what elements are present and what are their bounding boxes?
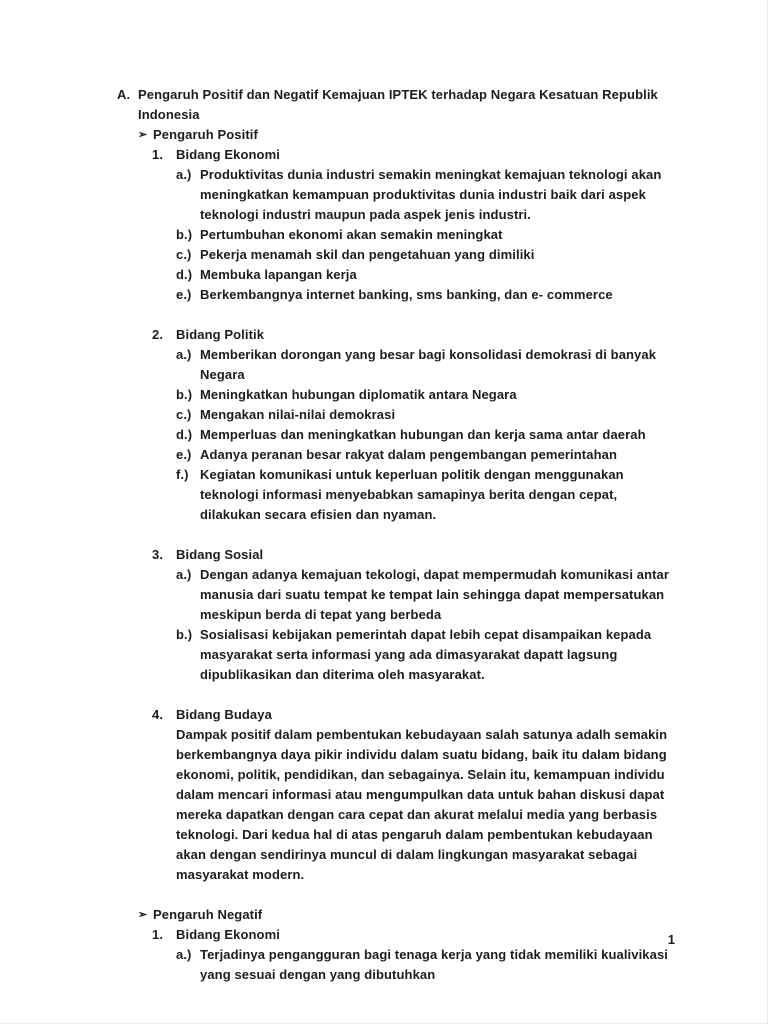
list-item	[176, 285, 677, 305]
list-item	[176, 565, 677, 625]
list-item-text: Berkembangnya internet banking, sms banking, dan e- commerce	[200, 287, 613, 302]
section	[152, 705, 677, 885]
list-item	[176, 625, 677, 685]
group-title-text: Pengaruh Positif	[153, 127, 258, 142]
list-item-label: c.)	[176, 407, 192, 422]
section-number: 2.	[152, 327, 164, 342]
document-content	[117, 125, 677, 985]
list-item-text: Produktivitas dunia industri semakin meningkat kemajuan teknologi akan meningkatkan kemampuan produktivitas dunia industri baik dari aspek teknologi industri maupun pada aspek jenis industri.	[200, 167, 662, 222]
heading-label: A.	[117, 87, 131, 102]
list-item-text: Terjadinya pengangguran bagi tenaga kerja yang tidak memiliki kualivikasi yang sesuai dengan yang dibutuhkan	[200, 947, 668, 982]
list-item	[176, 465, 677, 525]
list-item	[176, 445, 677, 465]
section-number: 1.	[152, 147, 164, 162]
list-item-text: Memberikan dorongan yang besar bagi konsolidasi demokrasi di banyak Negara	[200, 347, 657, 382]
list-item-text: Pertumbuhan ekonomi akan semakin meningkat	[200, 227, 503, 242]
section	[152, 545, 677, 685]
list-item-text: Pekerja menamah skil dan pengetahuan yang dimiliki	[200, 247, 535, 262]
section	[152, 325, 677, 525]
document-body	[117, 85, 677, 985]
section-title-text: Bidang Budaya	[176, 707, 272, 722]
section-title-text: Bidang Politik	[176, 327, 265, 342]
list-item	[176, 165, 677, 225]
list-item-text: Sosialisasi kebijakan pemerintah dapat lebih cepat disampaikan kepada masyarakat serta informasi yang ada dimasyarakat dapatt lagsung dipublikasikan dan diterima oleh masyarakat.	[200, 627, 652, 682]
section-heading-row	[152, 925, 677, 945]
list-item-label: c.)	[176, 247, 192, 262]
document-heading	[117, 85, 677, 125]
list-item-label: a.)	[176, 347, 192, 362]
group-title-text: Pengaruh Negatif	[153, 907, 263, 922]
section-number: 3.	[152, 547, 164, 562]
list-item	[176, 245, 677, 265]
list-item-label: e.)	[176, 287, 192, 302]
list-item	[176, 345, 677, 385]
list-item-label: d.)	[176, 267, 193, 282]
list-item	[176, 265, 677, 285]
section	[152, 925, 677, 985]
group-heading-row	[138, 905, 677, 925]
list-item-label: b.)	[176, 387, 193, 402]
section-heading-row	[152, 325, 677, 345]
section-paragraph: Dampak positif dalam pembentukan kebudayaan salah satunya adalh semakin berkembangnya daya pikir individu dalam suatu bidang, baik itu dalam bidang ekonomi, politik, pendidikan, dan sebagainya. Selain itu, kemampuan individu dalam mencari informasi atau mengumpulkan data untuk bahan diskusi dapat mereka dapatkan dengan cara cepat dan akurat melalui media yang berbasis teknologi. Dari kedua hal di atas pengaruh dalam pembentukan kebudayaan akan dengan sendirinya muncul di dalam lingkungan masyarakat sebagai masyarakat modern.	[176, 727, 668, 882]
page-number: 1	[667, 932, 675, 947]
list-item	[176, 405, 677, 425]
list-item-text: Dengan adanya kemajuan tekologi, dapat mempermudah komunikasi antar manusia dari suatu tempat ke tempat lain sehingga dapat mempersatukan meskipun berda di tepat yang berbeda	[200, 567, 670, 622]
list-item-text: Memperluas dan meningkatkan hubungan dan kerja sama antar daerah	[200, 427, 646, 442]
list-item	[176, 945, 677, 985]
list-item-text: Meningkatkan hubungan diplomatik antara Negara	[200, 387, 517, 402]
list-item-label: b.)	[176, 227, 193, 242]
list-item-text: Adanya peranan besar rakyat dalam pengembangan pemerintahan	[200, 447, 617, 462]
section-title-text: Bidang Ekonomi	[176, 147, 280, 162]
arrow-bullet-icon: ➢	[138, 909, 148, 921]
section-title-text: Bidang Sosial	[176, 547, 264, 562]
list-item	[176, 385, 677, 405]
content-group	[117, 905, 677, 985]
content-group	[117, 125, 677, 885]
list-item-label: f.)	[176, 467, 189, 482]
list-item	[176, 425, 677, 445]
list-item-text: Mengakan nilai-nilai demokrasi	[200, 407, 396, 422]
group-heading-row	[138, 125, 677, 145]
list-item-label: b.)	[176, 627, 193, 642]
section-heading-row	[152, 545, 677, 565]
section	[152, 145, 677, 305]
arrow-bullet-icon: ➢	[138, 129, 148, 141]
section-number: 1.	[152, 927, 164, 942]
list-item-label: e.)	[176, 447, 192, 462]
section-heading-row	[152, 145, 677, 165]
list-item-label: a.)	[176, 567, 192, 582]
list-item-label: d.)	[176, 427, 193, 442]
list-item-label: a.)	[176, 947, 192, 962]
section-number: 4.	[152, 707, 164, 722]
list-item	[176, 225, 677, 245]
list-item-label: a.)	[176, 167, 192, 182]
heading-title-text: Pengaruh Positif dan Negatif Kemajuan IPTEK terhadap Negara Kesatuan Republik Indonesia	[138, 87, 658, 122]
list-item-text: Membuka lapangan kerja	[200, 267, 357, 282]
section-title-text: Bidang Ekonomi	[176, 927, 280, 942]
section-heading-row	[152, 705, 677, 725]
list-item-text: Kegiatan komunikasi untuk keperluan politik dengan menggunakan teknologi informasi menyebabkan samapinya berita dengan cepat, dilakukan secara efisien dan nyaman.	[200, 467, 624, 522]
